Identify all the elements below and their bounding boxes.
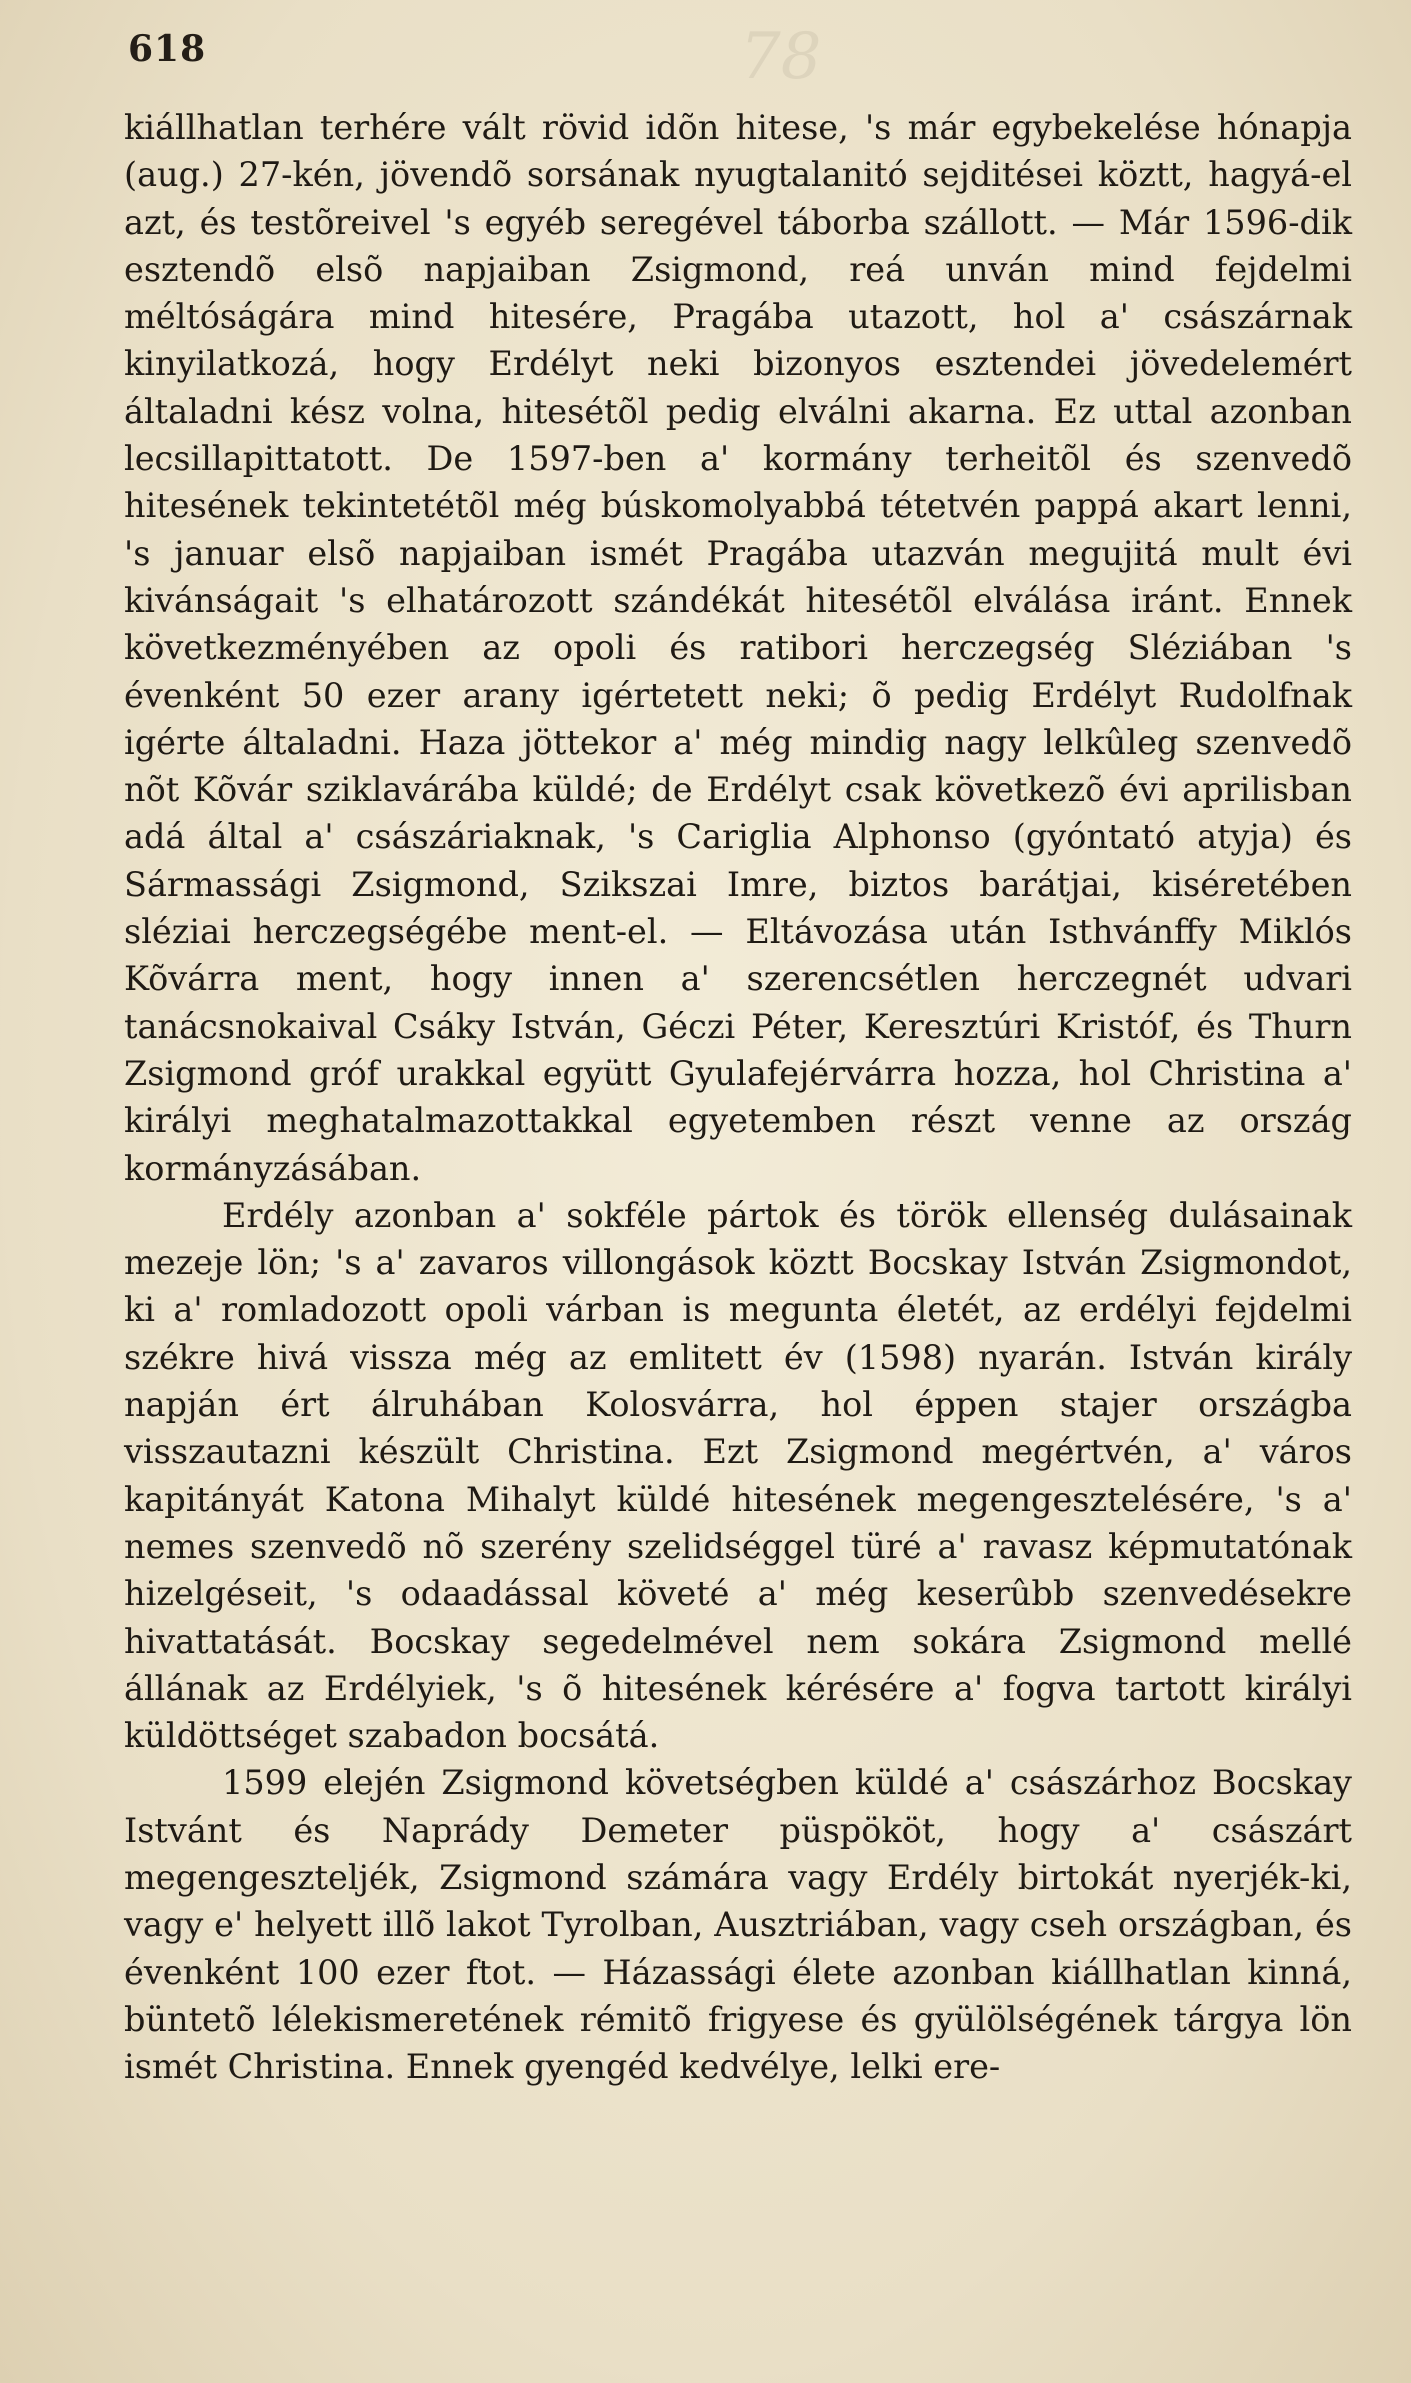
paragraph: Erdély azonban a' sokféle pártok és török ellenség dulásainak mezeje lön; 's a' zavaros villongások köztt Bocskay István Zsigmondot, ki a' romladozott opoli várban is megunta életét, az erdélyi fejdelmi székre hivá vissza még az emlitett év (1598) nyarán. István király napján ért álruhában Kolosvárra, hol éppen stajer országba visszautazni készült Christina. Ezt Zsigmond megértvén, a' város kapitányát Katona Mihalyt küldé hitesének megengesztelésére, 's a' nemes szenvedõ nõ szerény szelidséggel türé a' ravasz képmutatónak hizelgéseit, 's odaadással követé a' még keserûbb szenvedésekre hivattatását. Bocskay segedelmével nem sokára Zsigmond mellé állának az Erdélyiek, 's õ hitesének kérésére a' fogva tartott királyi küldöttséget szabadon bocsátá.	[124, 1195, 1352, 1756]
page-number: 618	[128, 28, 207, 70]
paragraph: 1599 elején Zsigmond követségben küldé a' császárhoz Bocskay Istvánt és Naprády Demeter püspököt, hogy a' császárt megengeszteljék, Zsigmond számára vagy Erdély birtokát nyerjék-ki, vagy e' helyett illõ lakot Tyrolban, Ausztriában, vagy cseh országban, és évenként 100 ezer ftot. — Házassági élete azonban kiállhatlan kinná, büntetõ lélekismeretének rémitõ frigyese és gyülölségének tárgya lön ismét Christina. Ennek gyengéd kedvélye, lelki ere-	[124, 1763, 1352, 2087]
body-text	[124, 104, 1352, 2090]
paragraph: kiállhatlan terhére vált rövid idõn hitese, 's már egybekelése hónapja (aug.) 27-kén, jövendõ sorsának nyugtalanitó sejditései köztt, hagyá-el azt, és testõreivel 's egyéb seregével táborba szállott. — Már 1596-dik esztendõ elsõ napjaiban Zsigmond, reá unván mind fejdelmi méltóságára mind hitesére, Pragába utazott, hol a' császárnak kinyilatkozá, hogy Erdélyt neki bizonyos esztendei jövedelemért általadni kész volna, hitesétõl pedig elválni akarna. Ez uttal azonban lecsillapittatott. De 1597-ben a' kormány terheitõl és szenvedõ hitesének tekintetétõl még búskomolyabbá tétetvén pappá akart lenni, 's januar elsõ napjaiban ismét Pragába utazván megujitá mult évi kivánságait 's elhatározott szándékát hitesétõl elválása iránt. Ennek következményében az opoli és ratibori herczegség Sléziában 's évenként 50 ezer arany igértetett neki; õ pedig Erdélyt Rudolfnak igérte általadni. Haza jöttekor a' még mindig nagy lelkûleg szenvedõ nõt Kõvár sziklavárába küldé; de Erdélyt csak következõ évi aprilisban adá által a' császáriaknak, 's Cariglia Alphonso (gyóntató atyja) és Sármassági Zsigmond, Szikszai Imre, biztos barátjai, kiséretében sléziai herczegségébe ment-el. — Eltávozása után Isthvánffy Miklós Kõvárra ment, hogy innen a' szerencsétlen herczegnét udvari tanácsnokaival Csáky István, Géczi Péter, Keresztúri Kristóf, és Thurn Zsigmond gróf urakkal együtt Gyulafejérvárra hozza, hol Christina a' királyi meghatalmazottakkal egyetemben részt venne az ország kormányzásában.	[124, 108, 1352, 1188]
bleed-through-mark: 78	[740, 20, 822, 94]
